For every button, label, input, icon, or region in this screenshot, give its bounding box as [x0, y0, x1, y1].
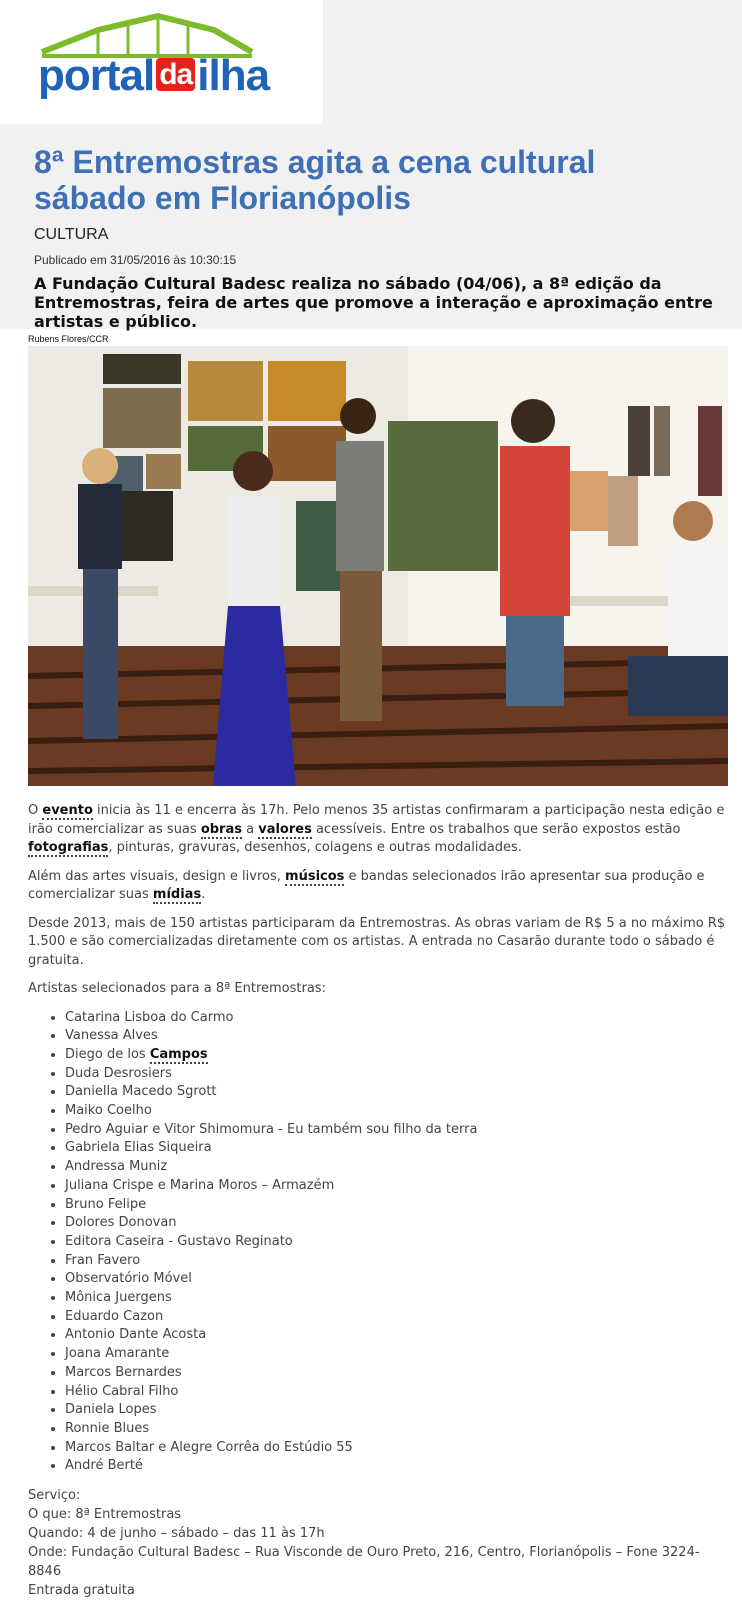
list-item: • Mônica Juergens: [65, 1289, 730, 1308]
text: a: [241, 821, 259, 837]
gallery-scene-image: [28, 346, 728, 786]
list-item: • Bruno Felipe: [65, 1196, 730, 1215]
keyword-link[interactable]: mídias: [152, 887, 202, 902]
list-item: • Dolores Donovan: [65, 1214, 730, 1233]
service-when: Quando: 4 de junho – sábado – das 11 às 17h: [28, 1526, 325, 1542]
person-figure: [78, 448, 122, 739]
keyword-link[interactable]: fotografias: [28, 840, 109, 855]
keyword-link[interactable]: valores: [258, 821, 312, 837]
text: .: [201, 887, 206, 902]
list-item: • Marcos Bernardes: [65, 1364, 730, 1383]
person-figure: [336, 398, 384, 721]
list-item: • Antonio Dante Acosta: [65, 1326, 730, 1345]
artists-list: [28, 1009, 730, 1477]
list-item: • Daniela Lopes: [65, 1401, 730, 1420]
text: , pinturas, gravuras, desenhos, colagens e outras modalidades.: [108, 840, 522, 855]
section-label: CULTURA: [34, 226, 109, 243]
text: inicia às 11 e encerra às 17h. Pelo menos 35 artistas confirmaram a participação nesta edição e irão comercializar as suas: [28, 803, 725, 837]
paragraph-4: Artistas selecionados para a 8ª Entremostras:: [28, 981, 326, 996]
list-item: • Andressa Muniz: [65, 1158, 730, 1177]
keyword-link[interactable]: Campos: [149, 1046, 208, 1062]
list-item: • Joana Amarante: [65, 1345, 730, 1364]
list-item: • Eduardo Cazon: [65, 1308, 730, 1327]
text: Diego de los: [65, 1046, 150, 1062]
service-heading: Serviço:: [28, 1488, 81, 1504]
logo-text-ilha: ilha: [197, 51, 270, 100]
list-item: • Ronnie Blues: [65, 1420, 730, 1439]
list-item: • André Berté: [65, 1457, 730, 1476]
list-item: • Catarina Lisboa do Carmo: [65, 1009, 730, 1028]
publish-date: Publicado em 31/05/2016 às 10:30:15: [34, 253, 237, 267]
logo-text-da: da: [156, 58, 195, 91]
service-what: O que: 8ª Entremostras: [28, 1507, 182, 1523]
list-item: • Vanessa Alves: [65, 1027, 730, 1046]
service-info: [28, 1486, 730, 1600]
list-item: • Pedro Aguiar e Vitor Shimomura - Eu também sou filho da terra: [65, 1121, 730, 1140]
text: e bandas selecionados irão apresentar sua produção e comercializar suas: [28, 868, 705, 902]
site-logo[interactable]: [38, 48, 269, 109]
text: O: [28, 803, 43, 818]
list-item: • Gabriela Elias Siqueira: [65, 1139, 730, 1158]
service-where: Onde: Fundação Cultural Badesc – Rua Visconde de Ouro Preto, 216, Centro, Florianópolis – Fone 3224-8846: [28, 1545, 700, 1580]
article-photo: [28, 346, 728, 786]
header-background: [323, 0, 742, 124]
keyword-link[interactable]: músicos: [285, 868, 345, 884]
article-title: 8ª Entremostras agita a cena cultural sábado em Florianópolis: [34, 144, 596, 216]
service-entry: Entrada gratuita: [28, 1583, 135, 1599]
list-item: • Juliana Crispe e Marina Moros – Armazém: [65, 1177, 730, 1196]
paragraph-2: [28, 868, 730, 905]
list-item: • Duda Desrosiers: [65, 1065, 730, 1084]
article-body: [28, 802, 730, 1600]
paragraph-1: [28, 802, 730, 858]
photo-credit: Rubens Flores/CCR: [28, 334, 109, 344]
text: acessíveis. Entre os trabalhos que serão expostos estão: [311, 821, 681, 837]
text: Além das artes visuais, design e livros,: [28, 868, 286, 884]
list-item: • Observatório Móvel: [65, 1270, 730, 1289]
list-item: • Daniella Macedo Sgrott: [65, 1083, 730, 1102]
keyword-link[interactable]: evento: [42, 803, 93, 818]
paragraph-3: Desde 2013, mais de 150 artistas participaram da Entremostras. As obras variam de R$ 5 a no máximo R$ 1.500 e são comercializadas diretamente com os artistas. A entrada no Casarão durante todo o sábado é gratuita.: [28, 915, 726, 968]
list-item: • Hélio Cabral Filho: [65, 1383, 730, 1402]
list-item: • Maiko Coelho: [65, 1102, 730, 1121]
list-item: • Editora Caseira - Gustavo Reginato: [65, 1233, 730, 1252]
list-item: • Marcos Baltar e Alegre Corrêa do Estúdio 55: [65, 1439, 730, 1458]
list-item: • Fran Favero: [65, 1252, 730, 1271]
list-item: [65, 1046, 730, 1065]
keyword-link[interactable]: obras: [200, 821, 242, 837]
article-lead: A Fundação Cultural Badesc realiza no sábado (04/06), a 8ª edição da Entremostras, feira de artes que promove a interação e aproximação entre artistas e público.: [34, 274, 713, 331]
logo-text-portal: portal: [38, 51, 155, 100]
